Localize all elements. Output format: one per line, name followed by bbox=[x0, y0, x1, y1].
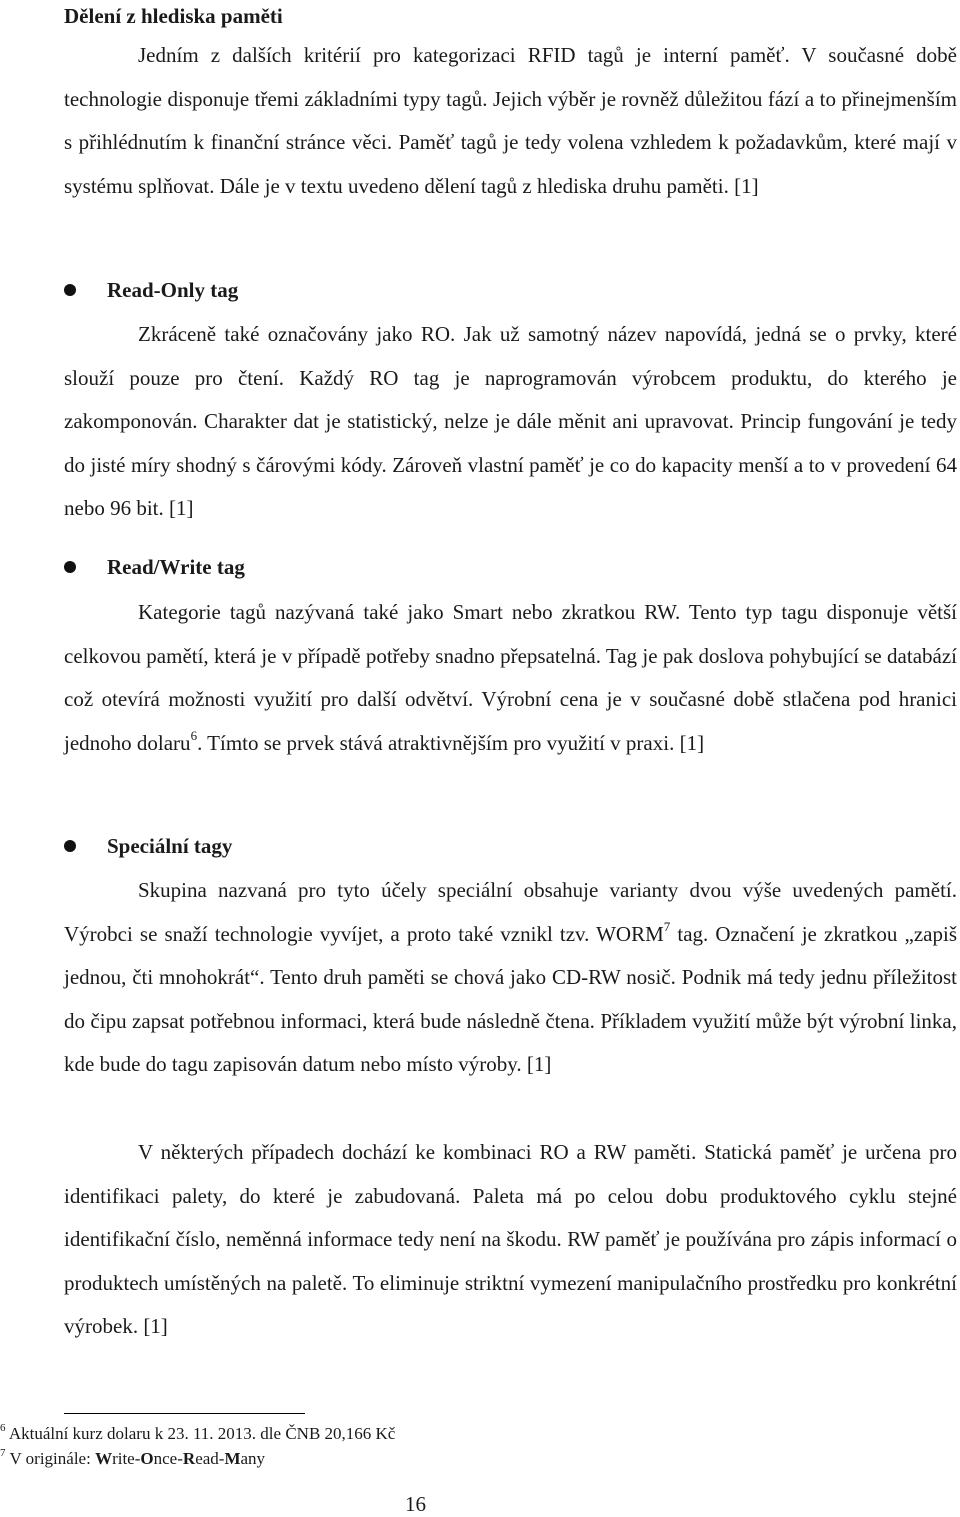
combination-paragraph: V některých případech dochází ke kombinaci RO a RW paměti. Statická paměť je určena pro identifikaci palety, do které je zabudovaná. Paleta má po celou dobu produktového cyklu stejné identifikační číslo, neměnná informace tedy není na škodu. RW paměť je používána pro zápis informací o produktech umístěných na paletě. To eliminuje striktní vymezení manipulačního prostředku pro konkrétní výrobek. [1] bbox=[64, 1140, 957, 1339]
footnote-ref: 6 bbox=[190, 727, 198, 743]
paragraph-text: Kategorie tagů nazývaná také jako Smart nebo zkratkou RW. Tento typ tagu disponuje větší celkovou pamětí, která je v případě potřeby snadno přepsatelná. Tag je pak doslova pohybující se databází což otevírá možnosti využití pro další odvětví. Výrobní cena je v současné době stlačena pod hranici jednoho dolaru bbox=[64, 600, 957, 755]
footnote-number: 6 bbox=[0, 1422, 6, 1435]
bullet-read-write bbox=[64, 552, 664, 582]
bullet-dot-icon bbox=[64, 840, 76, 852]
bullet-dot-icon bbox=[64, 284, 76, 296]
special-tags-paragraph bbox=[64, 869, 957, 1087]
footnote-7 bbox=[0, 1449, 265, 1469]
paragraph-text: Skupina nazvaná pro tyto účely speciální obsahuje varianty dvou výše uvedených pamětí. Výrobci se snaží technologie vyvíjet, a proto také vznikl tzv. WORM bbox=[64, 878, 957, 946]
footnote-text: Aktuální kurz dolaru k 23. 11. 2013. dle ČNB 20,166 Kč bbox=[8, 1424, 396, 1443]
acronym-letter: O bbox=[140, 1449, 154, 1468]
footnote-number: 7 bbox=[0, 1447, 6, 1460]
footnote-separator bbox=[64, 1413, 305, 1414]
bullet-title: Read/Write tag bbox=[107, 555, 245, 579]
acronym-letter: W bbox=[95, 1449, 113, 1468]
footnote-text: nce- bbox=[153, 1449, 183, 1468]
footnote-text: ead- bbox=[195, 1449, 225, 1468]
page-number: 16 bbox=[405, 1492, 426, 1516]
footnote-ref: 7 bbox=[663, 918, 671, 934]
bullet-special-tags bbox=[64, 831, 664, 861]
read-write-paragraph bbox=[64, 591, 957, 765]
bullet-title: Speciální tagy bbox=[107, 834, 233, 858]
footnote-text: rite- bbox=[112, 1449, 141, 1468]
footnote-6 bbox=[0, 1424, 395, 1444]
read-only-paragraph: Zkráceně také označovány jako RO. Jak už samotný název napovídá, jedná se o prvky, které slouží pouze pro čtení. Každý RO tag je naprogramován výrobcem produktu, do kterého je zakomponován. Charakter dat je statistický, nelze je dále měnit ani upravovat. Princip fungování je tedy do jisté míry shodný s čárovými kódy. Zároveň vlastní paměť je co do kapacity menší a to v provedení 64 nebo 96 bit. [1] bbox=[64, 322, 957, 521]
paragraph-text: tag. Označení je zkratkou „zapiš jednou, čti mnohokrát“. Tento druh paměti se chová jako CD-RW nosič. Podnik má tedy jednu příležitost do čipu zapsat potřebnou informaci, která bude následně čtena. Příkladem využití může být výrobní linka, kde bude do tagu zapisován datum nebo místo výroby. [1] bbox=[64, 921, 957, 1077]
bullet-read-only bbox=[64, 275, 664, 305]
acronym-letter: R bbox=[182, 1449, 196, 1468]
acronym-letter: M bbox=[224, 1449, 241, 1468]
bullet-dot-icon bbox=[64, 561, 76, 573]
intro-paragraph: Jedním z dalších kritérií pro kategorizaci RFID tagů je interní paměť. V současné době technologie disponuje třemi základními typy tagů. Jejich výběr je rovněž důležitou fází a to přinejmenším s přihlédnutím k finanční stránce věci. Paměť tagů je tedy volena vzhledem k požadavkům, které mají v systému splňovat. Dále je v textu uvedeno dělení tagů z hlediska druhu paměti. [1] bbox=[64, 43, 957, 198]
bullet-title: Read-Only tag bbox=[107, 278, 239, 302]
section-heading: Dělení z hlediska paměti bbox=[64, 4, 283, 28]
paragraph-text: . Tímto se prvek stává atraktivnějším pro využití v praxi. [1] bbox=[197, 730, 705, 755]
footnote-text: any bbox=[240, 1449, 266, 1468]
footnote-text: V originále: bbox=[9, 1449, 96, 1468]
